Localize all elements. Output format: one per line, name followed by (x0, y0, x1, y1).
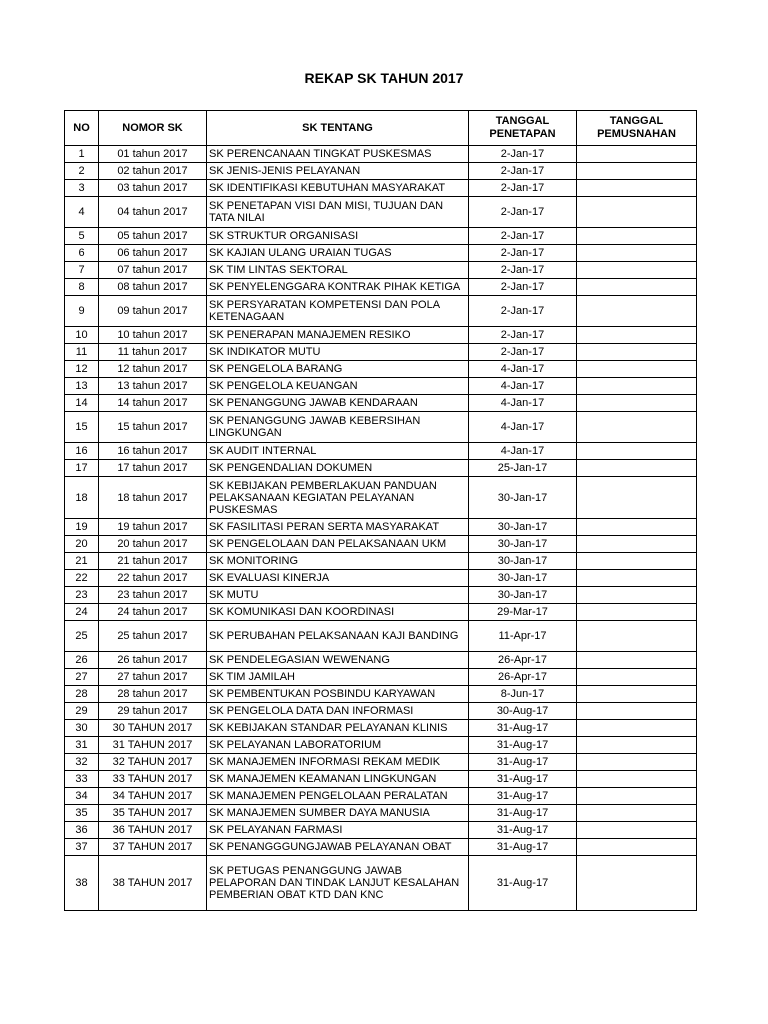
table-row (65, 788, 697, 805)
table-row (65, 327, 697, 344)
cell-tanggal-pemusnahan (577, 228, 697, 245)
cell-tanggal-penetapan: 30-Jan-17 (469, 570, 577, 587)
cell-sk-tentang: SK PENDELEGASIAN WEWENANG (207, 652, 469, 669)
cell-tanggal-pemusnahan (577, 477, 697, 519)
table-row (65, 771, 697, 788)
table-row (65, 395, 697, 412)
cell-sk-tentang: SK PENANGGUNG JAWAB KEBERSIHAN LINGKUNGAN (207, 412, 469, 443)
table-row (65, 652, 697, 669)
cell-sk-tentang: SK PENGELOLA BARANG (207, 361, 469, 378)
cell-nomor-sk: 24 tahun 2017 (99, 604, 207, 621)
cell-tanggal-penetapan: 29-Mar-17 (469, 604, 577, 621)
cell-no: 34 (65, 788, 99, 805)
cell-nomor-sk: 22 tahun 2017 (99, 570, 207, 587)
header-sk-tentang: SK TENTANG (207, 111, 469, 146)
cell-sk-tentang: SK PENGELOLA KEUANGAN (207, 378, 469, 395)
cell-nomor-sk: 31 TAHUN 2017 (99, 737, 207, 754)
cell-tanggal-pemusnahan (577, 519, 697, 536)
table-row (65, 856, 697, 911)
cell-sk-tentang: SK TIM LINTAS SEKTORAL (207, 262, 469, 279)
cell-nomor-sk: 01 tahun 2017 (99, 146, 207, 163)
cell-nomor-sk: 09 tahun 2017 (99, 296, 207, 327)
cell-nomor-sk: 38 TAHUN 2017 (99, 856, 207, 911)
cell-tanggal-penetapan: 25-Jan-17 (469, 460, 577, 477)
cell-tanggal-pemusnahan (577, 536, 697, 553)
cell-tanggal-pemusnahan (577, 279, 697, 296)
cell-tanggal-pemusnahan (577, 180, 697, 197)
cell-nomor-sk: 19 tahun 2017 (99, 519, 207, 536)
cell-nomor-sk: 10 tahun 2017 (99, 327, 207, 344)
cell-no: 16 (65, 443, 99, 460)
cell-tanggal-pemusnahan (577, 805, 697, 822)
cell-no: 37 (65, 839, 99, 856)
cell-tanggal-pemusnahan (577, 146, 697, 163)
cell-sk-tentang: SK KEBIJAKAN STANDAR PELAYANAN KLINIS (207, 720, 469, 737)
cell-tanggal-penetapan: 30-Jan-17 (469, 553, 577, 570)
cell-sk-tentang: SK IDENTIFIKASI KEBUTUHAN MASYARAKAT (207, 180, 469, 197)
cell-no: 23 (65, 587, 99, 604)
cell-no: 17 (65, 460, 99, 477)
cell-tanggal-penetapan: 31-Aug-17 (469, 839, 577, 856)
cell-no: 26 (65, 652, 99, 669)
table-row (65, 163, 697, 180)
cell-no: 21 (65, 553, 99, 570)
table-row (65, 228, 697, 245)
cell-nomor-sk: 11 tahun 2017 (99, 344, 207, 361)
cell-no: 18 (65, 477, 99, 519)
cell-nomor-sk: 28 tahun 2017 (99, 686, 207, 703)
cell-tanggal-pemusnahan (577, 361, 697, 378)
cell-tanggal-penetapan: 30-Aug-17 (469, 703, 577, 720)
cell-nomor-sk: 18 tahun 2017 (99, 477, 207, 519)
cell-tanggal-penetapan: 2-Jan-17 (469, 228, 577, 245)
cell-tanggal-penetapan: 8-Jun-17 (469, 686, 577, 703)
cell-tanggal-pemusnahan (577, 822, 697, 839)
cell-sk-tentang: SK PENGELOLAAN DAN PELAKSANAAN UKM (207, 536, 469, 553)
cell-tanggal-pemusnahan (577, 856, 697, 911)
cell-tanggal-penetapan: 2-Jan-17 (469, 180, 577, 197)
cell-tanggal-pemusnahan (577, 296, 697, 327)
cell-tanggal-penetapan: 31-Aug-17 (469, 737, 577, 754)
cell-no: 8 (65, 279, 99, 296)
cell-nomor-sk: 12 tahun 2017 (99, 361, 207, 378)
cell-nomor-sk: 04 tahun 2017 (99, 197, 207, 228)
cell-tanggal-penetapan: 4-Jan-17 (469, 443, 577, 460)
table-row (65, 703, 697, 720)
cell-tanggal-penetapan: 2-Jan-17 (469, 197, 577, 228)
cell-tanggal-pemusnahan (577, 686, 697, 703)
cell-tanggal-penetapan: 4-Jan-17 (469, 378, 577, 395)
cell-no: 10 (65, 327, 99, 344)
cell-nomor-sk: 07 tahun 2017 (99, 262, 207, 279)
header-tanggal-pemusnahan: TANGGAL PEMUSNAHAN (577, 111, 697, 146)
cell-sk-tentang: SK PENETAPAN VISI DAN MISI, TUJUAN DAN TATA NILAI (207, 197, 469, 228)
cell-sk-tentang: SK PEMBENTUKAN POSBINDU KARYAWAN (207, 686, 469, 703)
table-row (65, 197, 697, 228)
cell-nomor-sk: 20 tahun 2017 (99, 536, 207, 553)
cell-no: 27 (65, 669, 99, 686)
cell-tanggal-pemusnahan (577, 737, 697, 754)
cell-nomor-sk: 27 tahun 2017 (99, 669, 207, 686)
table-row (65, 245, 697, 262)
table-row (65, 669, 697, 686)
cell-tanggal-pemusnahan (577, 621, 697, 652)
cell-sk-tentang: SK MONITORING (207, 553, 469, 570)
cell-no: 19 (65, 519, 99, 536)
cell-tanggal-penetapan: 2-Jan-17 (469, 146, 577, 163)
table-row (65, 262, 697, 279)
table-body (65, 146, 697, 911)
cell-tanggal-pemusnahan (577, 262, 697, 279)
cell-tanggal-penetapan: 4-Jan-17 (469, 412, 577, 443)
cell-nomor-sk: 08 tahun 2017 (99, 279, 207, 296)
cell-tanggal-pemusnahan (577, 443, 697, 460)
cell-tanggal-pemusnahan (577, 771, 697, 788)
table-row (65, 839, 697, 856)
table-row (65, 279, 697, 296)
header-nomor-sk: NOMOR SK (99, 111, 207, 146)
table-row (65, 477, 697, 519)
cell-nomor-sk: 16 tahun 2017 (99, 443, 207, 460)
cell-no: 12 (65, 361, 99, 378)
cell-sk-tentang: SK MANAJEMEN INFORMASI REKAM MEDIK (207, 754, 469, 771)
cell-sk-tentang: SK TIM JAMILAH (207, 669, 469, 686)
cell-sk-tentang: SK PENGENDALIAN DOKUMEN (207, 460, 469, 477)
cell-no: 15 (65, 412, 99, 443)
cell-sk-tentang: SK KEBIJAKAN PEMBERLAKUAN PANDUAN PELAKSANAAN KEGIATAN PELAYANAN PUSKESMAS (207, 477, 469, 519)
cell-no: 1 (65, 146, 99, 163)
cell-tanggal-penetapan: 2-Jan-17 (469, 327, 577, 344)
cell-no: 11 (65, 344, 99, 361)
cell-no: 32 (65, 754, 99, 771)
cell-nomor-sk: 14 tahun 2017 (99, 395, 207, 412)
cell-tanggal-pemusnahan (577, 327, 697, 344)
cell-tanggal-penetapan: 4-Jan-17 (469, 361, 577, 378)
cell-sk-tentang: SK PENANGGGUNGJAWAB PELAYANAN OBAT (207, 839, 469, 856)
cell-tanggal-pemusnahan (577, 587, 697, 604)
table-header-row (65, 111, 697, 146)
cell-tanggal-pemusnahan (577, 245, 697, 262)
cell-sk-tentang: SK PERENCANAAN TINGKAT PUSKESMAS (207, 146, 469, 163)
cell-no: 25 (65, 621, 99, 652)
cell-tanggal-penetapan: 30-Jan-17 (469, 477, 577, 519)
cell-tanggal-pemusnahan (577, 720, 697, 737)
cell-nomor-sk: 13 tahun 2017 (99, 378, 207, 395)
cell-tanggal-penetapan: 4-Jan-17 (469, 395, 577, 412)
table-row (65, 686, 697, 703)
cell-tanggal-pemusnahan (577, 197, 697, 228)
cell-tanggal-pemusnahan (577, 669, 697, 686)
cell-tanggal-pemusnahan (577, 839, 697, 856)
cell-tanggal-penetapan: 30-Jan-17 (469, 536, 577, 553)
table-row (65, 536, 697, 553)
table-row (65, 443, 697, 460)
cell-nomor-sk: 26 tahun 2017 (99, 652, 207, 669)
cell-tanggal-pemusnahan (577, 553, 697, 570)
cell-no: 31 (65, 737, 99, 754)
cell-tanggal-penetapan: 2-Jan-17 (469, 296, 577, 327)
cell-tanggal-pemusnahan (577, 395, 697, 412)
cell-sk-tentang: SK INDIKATOR MUTU (207, 344, 469, 361)
cell-sk-tentang: SK PERUBAHAN PELAKSANAAN KAJI BANDING (207, 621, 469, 652)
cell-sk-tentang: SK FASILITASI PERAN SERTA MASYARAKAT (207, 519, 469, 536)
cell-tanggal-penetapan: 2-Jan-17 (469, 262, 577, 279)
cell-tanggal-penetapan: 31-Aug-17 (469, 822, 577, 839)
cell-nomor-sk: 36 TAHUN 2017 (99, 822, 207, 839)
cell-tanggal-penetapan: 2-Jan-17 (469, 163, 577, 180)
cell-no: 24 (65, 604, 99, 621)
cell-nomor-sk: 29 tahun 2017 (99, 703, 207, 720)
table-row (65, 180, 697, 197)
cell-tanggal-pemusnahan (577, 378, 697, 395)
cell-tanggal-penetapan: 2-Jan-17 (469, 279, 577, 296)
cell-no: 38 (65, 856, 99, 911)
cell-tanggal-penetapan: 11-Apr-17 (469, 621, 577, 652)
cell-sk-tentang: SK PETUGAS PENANGGUNG JAWAB PELAPORAN DAN TINDAK LANJUT KESALAHAN PEMBERIAN OBAT KTD DAN KNC (207, 856, 469, 911)
cell-no: 14 (65, 395, 99, 412)
cell-tanggal-penetapan: 30-Jan-17 (469, 587, 577, 604)
table-row (65, 378, 697, 395)
cell-sk-tentang: SK PENANGGUNG JAWAB KENDARAAN (207, 395, 469, 412)
cell-no: 3 (65, 180, 99, 197)
table-row (65, 553, 697, 570)
cell-tanggal-penetapan: 26-Apr-17 (469, 669, 577, 686)
cell-sk-tentang: SK JENIS-JENIS PELAYANAN (207, 163, 469, 180)
cell-nomor-sk: 02 tahun 2017 (99, 163, 207, 180)
cell-no: 33 (65, 771, 99, 788)
table-row (65, 519, 697, 536)
cell-no: 6 (65, 245, 99, 262)
cell-sk-tentang: SK PENERAPAN MANAJEMEN RESIKO (207, 327, 469, 344)
cell-sk-tentang: SK KAJIAN ULANG URAIAN TUGAS (207, 245, 469, 262)
cell-nomor-sk: 33 TAHUN 2017 (99, 771, 207, 788)
table-row (65, 570, 697, 587)
table-row (65, 737, 697, 754)
cell-tanggal-penetapan: 30-Jan-17 (469, 519, 577, 536)
table-row (65, 621, 697, 652)
table-row (65, 587, 697, 604)
cell-sk-tentang: SK AUDIT INTERNAL (207, 443, 469, 460)
table-row (65, 412, 697, 443)
cell-sk-tentang: SK PENYELENGGARA KONTRAK PIHAK KETIGA (207, 279, 469, 296)
cell-no: 30 (65, 720, 99, 737)
cell-nomor-sk: 03 tahun 2017 (99, 180, 207, 197)
cell-tanggal-penetapan: 31-Aug-17 (469, 754, 577, 771)
cell-sk-tentang: SK EVALUASI KINERJA (207, 570, 469, 587)
cell-tanggal-penetapan: 31-Aug-17 (469, 856, 577, 911)
cell-nomor-sk: 06 tahun 2017 (99, 245, 207, 262)
cell-nomor-sk: 37 TAHUN 2017 (99, 839, 207, 856)
cell-sk-tentang: SK MANAJEMEN SUMBER DAYA MANUSIA (207, 805, 469, 822)
sk-table (64, 110, 697, 911)
cell-nomor-sk: 21 tahun 2017 (99, 553, 207, 570)
cell-no: 20 (65, 536, 99, 553)
header-tanggal-penetapan: TANGGAL PENETAPAN (469, 111, 577, 146)
cell-no: 4 (65, 197, 99, 228)
cell-no: 2 (65, 163, 99, 180)
cell-nomor-sk: 30 TAHUN 2017 (99, 720, 207, 737)
cell-no: 28 (65, 686, 99, 703)
cell-tanggal-pemusnahan (577, 652, 697, 669)
cell-tanggal-penetapan: 31-Aug-17 (469, 720, 577, 737)
table-row (65, 296, 697, 327)
table-row (65, 604, 697, 621)
cell-no: 9 (65, 296, 99, 327)
cell-tanggal-penetapan: 31-Aug-17 (469, 771, 577, 788)
cell-tanggal-pemusnahan (577, 412, 697, 443)
cell-tanggal-pemusnahan (577, 460, 697, 477)
cell-sk-tentang: SK KOMUNIKASI DAN KOORDINASI (207, 604, 469, 621)
cell-sk-tentang: SK PENGELOLA DATA DAN INFORMASI (207, 703, 469, 720)
cell-sk-tentang: SK MUTU (207, 587, 469, 604)
cell-tanggal-penetapan: 31-Aug-17 (469, 805, 577, 822)
table-row (65, 460, 697, 477)
cell-nomor-sk: 05 tahun 2017 (99, 228, 207, 245)
document-title: REKAP SK TAHUN 2017 (304, 70, 464, 86)
cell-no: 7 (65, 262, 99, 279)
table-row (65, 361, 697, 378)
cell-no: 5 (65, 228, 99, 245)
table-row (65, 146, 697, 163)
table-row (65, 822, 697, 839)
cell-tanggal-pemusnahan (577, 163, 697, 180)
cell-tanggal-penetapan: 31-Aug-17 (469, 788, 577, 805)
cell-sk-tentang: SK STRUKTUR ORGANISASI (207, 228, 469, 245)
cell-no: 13 (65, 378, 99, 395)
cell-nomor-sk: 34 TAHUN 2017 (99, 788, 207, 805)
header-no: NO (65, 111, 99, 146)
cell-sk-tentang: SK PERSYARATAN KOMPETENSI DAN POLA KETENAGAAN (207, 296, 469, 327)
cell-nomor-sk: 25 tahun 2017 (99, 621, 207, 652)
cell-no: 35 (65, 805, 99, 822)
cell-tanggal-pemusnahan (577, 570, 697, 587)
cell-nomor-sk: 32 TAHUN 2017 (99, 754, 207, 771)
cell-nomor-sk: 15 tahun 2017 (99, 412, 207, 443)
cell-tanggal-pemusnahan (577, 344, 697, 361)
cell-nomor-sk: 23 tahun 2017 (99, 587, 207, 604)
cell-nomor-sk: 35 TAHUN 2017 (99, 805, 207, 822)
table-row (65, 344, 697, 361)
cell-tanggal-penetapan: 2-Jan-17 (469, 245, 577, 262)
table-row (65, 805, 697, 822)
cell-tanggal-pemusnahan (577, 703, 697, 720)
cell-tanggal-penetapan: 26-Apr-17 (469, 652, 577, 669)
cell-nomor-sk: 17 tahun 2017 (99, 460, 207, 477)
cell-sk-tentang: SK MANAJEMEN PENGELOLAAN PERALATAN (207, 788, 469, 805)
cell-no: 29 (65, 703, 99, 720)
table-row (65, 754, 697, 771)
cell-tanggal-pemusnahan (577, 754, 697, 771)
cell-tanggal-pemusnahan (577, 788, 697, 805)
cell-tanggal-penetapan: 2-Jan-17 (469, 344, 577, 361)
cell-no: 36 (65, 822, 99, 839)
cell-tanggal-pemusnahan (577, 604, 697, 621)
cell-sk-tentang: SK PELAYANAN LABORATORIUM (207, 737, 469, 754)
cell-sk-tentang: SK PELAYANAN FARMASI (207, 822, 469, 839)
table-row (65, 720, 697, 737)
cell-no: 22 (65, 570, 99, 587)
cell-sk-tentang: SK MANAJEMEN KEAMANAN LINGKUNGAN (207, 771, 469, 788)
